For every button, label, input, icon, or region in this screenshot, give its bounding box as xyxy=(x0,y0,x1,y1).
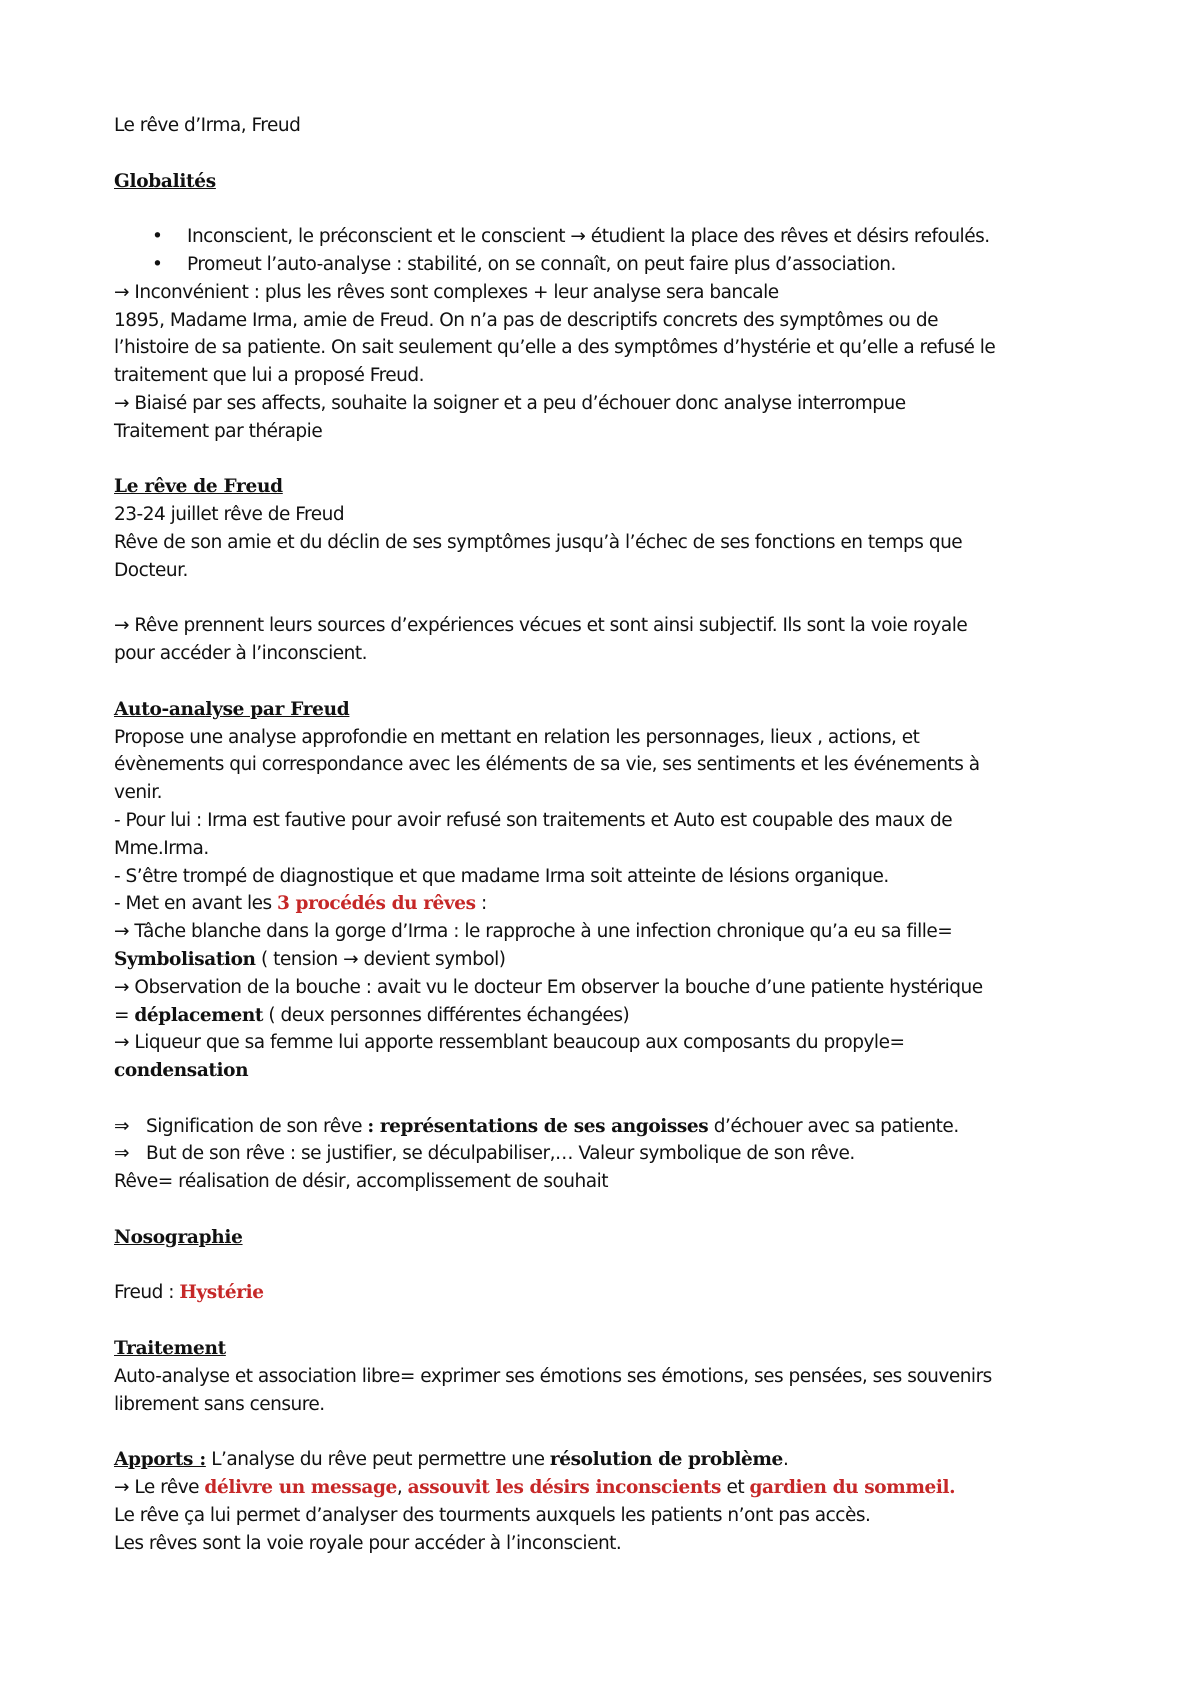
paragraph-line-apports xyxy=(114,1446,1104,1474)
highlight-hysterie: Hystérie xyxy=(179,1282,264,1304)
paragraph-line: librement sans censure. xyxy=(114,1393,325,1415)
bullet-text: Inconscient, le préconscient et le conscient → étudient la place des rêves et désirs refoulés. xyxy=(187,226,990,248)
paragraph-line: → Rêve prennent leurs sources d’expériences vécues et sont ainsi subjectif. Ils sont la voie royale xyxy=(114,615,968,637)
paragraph-line: venir. xyxy=(114,782,162,804)
bullet-text: Promeut l’auto-analyse : stabilité, on se connaît, on peut faire plus d’association. xyxy=(187,253,896,275)
paragraph-line: → Tâche blanche dans la gorge d’Irma : le rapproche à une infection chronique qu’a eu sa fille= xyxy=(114,921,953,943)
paragraph-line: Mme.Irma. xyxy=(114,837,209,859)
double-arrow-icon: ⇒ xyxy=(114,1115,130,1137)
paragraph-line: Rêve= réalisation de désir, accomplissement de souhait xyxy=(114,1171,608,1193)
paragraph-line: 1895, Madame Irma, amie de Freud. On n’a pas de descriptifs concrets des symptômes ou de xyxy=(114,309,938,331)
section-heading-traitement: Traitement xyxy=(114,1338,226,1360)
text-run: ( deux personnes différentes échangées) xyxy=(263,1004,630,1026)
bullet-item xyxy=(114,251,1104,279)
paragraph-line-procedes xyxy=(114,890,1104,918)
paragraph-line-deplacement xyxy=(114,1002,1104,1030)
paragraph-line: Traitement par thérapie xyxy=(114,420,323,442)
arrow-item xyxy=(114,1140,1104,1168)
paragraph-line: l’histoire de sa patiente. On sait seulement qu’elle a des symptômes d’hystérie et qu’elle a refusé le xyxy=(114,337,996,359)
paragraph-line: Rêve de son amie et du déclin de ses symptômes jusqu’à l’échec de ses fonctions en temps que xyxy=(114,531,963,553)
paragraph-line: → Observation de la bouche : avait vu le docteur Em observer la bouche d’une patiente hystérique xyxy=(114,976,983,998)
text-run: - Met en avant les xyxy=(114,893,278,915)
paragraph-line: - S’être trompé de diagnostique et que madame Irma soit atteinte de lésions organique. xyxy=(114,865,889,887)
section-heading-auto-analyse: Auto-analyse par Freud xyxy=(114,698,350,720)
arrow-item xyxy=(114,1113,1104,1141)
document-page xyxy=(114,112,1104,1557)
paragraph-line: Docteur. xyxy=(114,559,188,581)
paragraph-line-condensation xyxy=(114,1057,1104,1085)
paragraph-line-symbolisation xyxy=(114,946,1104,974)
bold-deplacement: déplacement xyxy=(134,1004,264,1026)
text-run: L’analyse du rêve peut permettre une xyxy=(205,1449,550,1471)
paragraph-line: Le rêve ça lui permet d’analyser des tourments auxquels les patients n’ont pas accès. xyxy=(114,1504,871,1526)
paragraph-line-nosographie xyxy=(114,1279,1104,1307)
highlight-sommeil: gardien du sommeil. xyxy=(749,1477,956,1499)
section-heading-globalites: Globalités xyxy=(114,170,216,192)
text-run: Signification de son rêve xyxy=(146,1115,368,1137)
paragraph-line: traitement que lui a proposé Freud. xyxy=(114,365,425,387)
paragraph-line: 23-24 juillet rêve de Freud xyxy=(114,504,345,526)
text-run: But de son rêve : se justifier, se déculpabiliser,… Valeur symbolique de son rêve. xyxy=(146,1143,855,1165)
paragraph-line: pour accéder à l’inconscient. xyxy=(114,643,367,665)
paragraph-line: Les rêves sont la voie royale pour accéder à l’inconscient. xyxy=(114,1532,622,1554)
highlight-desirs: assouvit les désirs inconscients xyxy=(407,1477,722,1499)
paragraph-line: → Liqueur que sa femme lui apporte ressemblant beaucoup aux composants du propyle= xyxy=(114,1032,905,1054)
paragraph-line: → Inconvénient : plus les rêves sont complexes + leur analyse sera bancale xyxy=(114,281,779,303)
text-run: , xyxy=(396,1477,408,1499)
document-title: Le rêve d’Irma, Freud xyxy=(114,115,301,136)
text-run: Freud : xyxy=(114,1282,180,1304)
section-heading-reve-freud: Le rêve de Freud xyxy=(114,476,283,498)
text-run: et xyxy=(721,1477,750,1499)
paragraph-line: → Biaisé par ses affects, souhaite la soigner et a peu d’échouer donc analyse interrompue xyxy=(114,392,906,414)
bullet-item xyxy=(114,223,1104,251)
paragraph-line: Auto-analyse et association libre= exprimer ses émotions ses émotions, ses pensées, ses souvenirs xyxy=(114,1365,992,1387)
bold-resolution: résolution de problème xyxy=(549,1449,783,1471)
highlight-procedes: 3 procédés du rêves xyxy=(277,893,476,915)
text-run: = xyxy=(114,1004,135,1026)
bullet-icon: • xyxy=(152,226,163,248)
text-run: : xyxy=(475,893,487,915)
section-heading-apports: Apports : xyxy=(114,1449,206,1471)
text-run: → Le rêve xyxy=(114,1477,205,1499)
section-heading-nosographie: Nosographie xyxy=(114,1226,243,1248)
text-run: ( tension → devient symbol) xyxy=(255,948,506,970)
double-arrow-icon: ⇒ xyxy=(114,1143,130,1165)
paragraph-line: - Pour lui : Irma est fautive pour avoir refusé son traitements et Auto est coupable des maux de xyxy=(114,809,953,831)
bold-symbolisation: Symbolisation xyxy=(114,948,256,970)
bold-angoisses: : représentations de ses angoisses xyxy=(367,1115,709,1137)
bold-condensation: condensation xyxy=(114,1060,249,1082)
paragraph-line: Propose une analyse approfondie en mettant en relation les personnages, lieux , actions, et xyxy=(114,726,920,748)
text-run: . xyxy=(782,1449,789,1471)
paragraph-line-reve-delivre xyxy=(114,1474,1104,1502)
paragraph-line: évènements qui correspondance avec les éléments de sa vie, ses sentiments et les événements à xyxy=(114,754,980,776)
bullet-icon: • xyxy=(152,253,163,275)
highlight-message: délivre un message xyxy=(204,1477,397,1499)
text-run: d’échouer avec sa patiente. xyxy=(708,1115,959,1137)
